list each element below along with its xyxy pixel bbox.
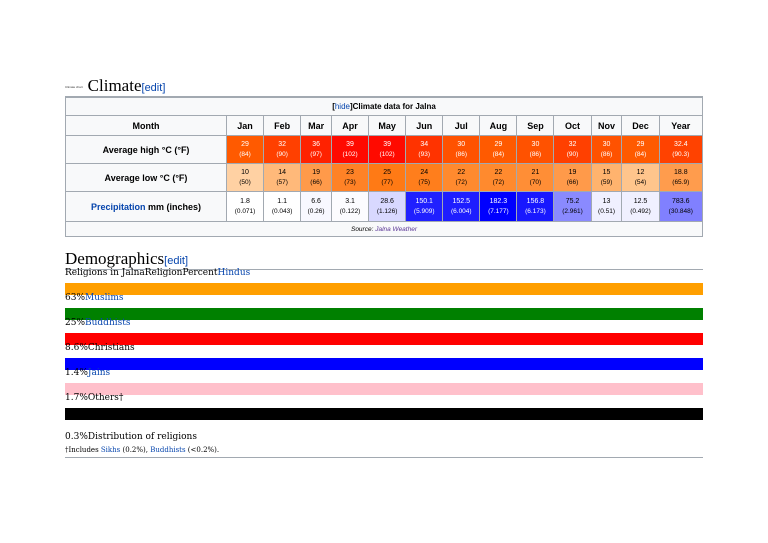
average-low-cell — [332, 164, 369, 192]
average-high-row — [66, 136, 703, 164]
average-high-value: 30 — [602, 141, 611, 148]
average-low-cell — [659, 164, 702, 192]
footnote-prefix: †Includes — [65, 446, 101, 454]
header-row — [66, 116, 703, 136]
average-high-cell — [517, 136, 554, 164]
footnote-buddhists-link[interactable]: Buddhists — [150, 446, 186, 454]
month-header-cell: Oct — [554, 116, 591, 136]
religion-link[interactable]: Buddhists — [85, 318, 131, 328]
religion-line — [65, 393, 123, 403]
average-high-converted: (102) — [379, 151, 395, 158]
table-caption: [hide]Climate data for Jalna — [66, 98, 703, 116]
religion-text: 8.6%Christians — [65, 343, 135, 353]
month-header-cell: Sep — [517, 116, 554, 136]
average-low-value: 19 — [568, 169, 577, 176]
average-low-converted: (57) — [276, 179, 288, 186]
precipitation-cell — [659, 192, 702, 222]
climate-table — [65, 97, 703, 237]
precipitation-value: 783.6 — [672, 198, 690, 205]
average-high-converted: (90) — [276, 151, 288, 158]
average-low-value: 19 — [312, 169, 320, 176]
month-header-cell: Year — [659, 116, 702, 136]
average-low-converted: (70) — [529, 179, 542, 186]
average-high-value: 30 — [531, 141, 540, 148]
average-low-value: 23 — [346, 169, 354, 176]
average-high-converted: (84) — [634, 151, 647, 158]
precipitation-value: 75.2 — [565, 198, 580, 205]
average-high-value: 32 — [278, 141, 287, 148]
religion-line — [65, 368, 110, 378]
precipitation-converted: (0.043) — [271, 208, 293, 215]
average-high-converted: (84) — [239, 151, 251, 158]
religion-bar — [65, 308, 703, 320]
month-header-cell: Nov — [591, 116, 622, 136]
source-prefix: Source: — [350, 225, 376, 233]
religion-bar — [65, 333, 703, 345]
religion-text: Religions in JalnaReligionPercent — [65, 268, 218, 278]
religion-line — [65, 343, 135, 353]
precipitation-cell — [443, 192, 480, 222]
month-header-cell: Jul — [443, 116, 480, 136]
precipitation-converted: (0.492) — [630, 208, 651, 215]
footnote-mid: (0.2%), — [120, 446, 151, 454]
average-low-converted: (72) — [492, 179, 505, 186]
religion-line — [65, 432, 197, 442]
month-header-cell: Feb — [264, 116, 301, 136]
average-high-label: Average high °C (°F) — [66, 136, 227, 164]
month-header-cell: Aug — [480, 116, 517, 136]
table-title: Climate data for Jalna — [352, 102, 436, 111]
average-low-cell — [301, 164, 332, 192]
climate-edit-link[interactable]: edit — [144, 82, 163, 94]
precipitation-value: 1.1 — [277, 198, 287, 205]
average-high-converted: (90.3) — [672, 151, 690, 158]
month-header-cell: Jan — [227, 116, 264, 136]
precipitation-value: 13 — [602, 198, 611, 205]
precipitation-cell — [554, 192, 591, 222]
average-high-value: 34 — [420, 141, 429, 148]
month-header: Month — [66, 116, 227, 136]
religion-line — [65, 293, 124, 303]
religion-line — [65, 318, 130, 328]
average-high-value: 39 — [383, 141, 392, 148]
precipitation-value: 182.3 — [489, 198, 508, 205]
precipitation-converted: (0.071) — [234, 208, 256, 215]
religion-bar — [65, 383, 703, 395]
climate-chart-thumbnail[interactable]: Climate chart — [65, 84, 83, 89]
average-high-converted: (93) — [418, 151, 430, 158]
average-high-converted: (86) — [529, 151, 542, 158]
average-high-value: 32.4 — [673, 141, 688, 148]
precipitation-converted: (6.173) — [525, 208, 546, 215]
average-high-cell — [369, 136, 406, 164]
average-low-cell — [480, 164, 517, 192]
precipitation-cell — [301, 192, 332, 222]
month-header-cell: Apr — [332, 116, 369, 136]
religion-text: 1.7%Others† — [65, 393, 124, 403]
precipitation-cell — [227, 192, 264, 222]
average-low-cell — [622, 164, 659, 192]
average-high-value: 29 — [241, 141, 249, 148]
average-low-value: 22 — [494, 169, 503, 176]
average-low-cell — [227, 164, 264, 192]
precipitation-cell — [517, 192, 554, 222]
average-low-converted: (75) — [418, 179, 430, 186]
average-low-value: 24 — [420, 169, 429, 176]
average-low-cell — [591, 164, 622, 192]
precipitation-value: 12.5 — [633, 198, 648, 205]
average-high-converted: (86) — [455, 151, 468, 158]
average-low-converted: (66) — [310, 179, 322, 186]
religion-footnote — [65, 446, 703, 458]
average-low-cell — [554, 164, 591, 192]
average-low-cell — [369, 164, 406, 192]
precipitation-value: 156.8 — [526, 198, 545, 205]
precipitation-cell — [591, 192, 622, 222]
average-high-cell — [480, 136, 517, 164]
average-high-cell — [443, 136, 480, 164]
average-low-cell — [517, 164, 554, 192]
average-high-cell — [659, 136, 702, 164]
average-high-value: 36 — [312, 141, 320, 148]
precipitation-cell — [406, 192, 443, 222]
average-low-value: 25 — [383, 169, 392, 176]
average-high-value: 32 — [568, 141, 577, 148]
average-low-cell — [264, 164, 301, 192]
average-low-value: 12 — [636, 169, 645, 176]
precipitation-cell — [480, 192, 517, 222]
average-low-converted: (66) — [566, 179, 579, 186]
footnote-suffix: (<0.2%). — [185, 446, 220, 454]
average-low-converted: (50) — [239, 179, 251, 186]
precipitation-cell — [622, 192, 659, 222]
religion-link[interactable]: Jains — [87, 368, 111, 378]
average-high-cell — [554, 136, 591, 164]
average-high-converted: (84) — [492, 151, 505, 158]
average-high-value: 39 — [346, 141, 354, 148]
average-high-cell — [264, 136, 301, 164]
demographics-title: Demographics — [65, 249, 165, 268]
average-high-cell — [227, 136, 264, 164]
climate-title: Climate — [87, 76, 142, 95]
month-header-cell: Dec — [622, 116, 659, 136]
precipitation-converted: (5.909) — [413, 208, 435, 215]
religion-bar — [65, 283, 703, 295]
precipitation-converted: (0.26) — [307, 208, 325, 215]
religion-link[interactable]: Muslims — [85, 293, 124, 303]
average-low-converted: (54) — [634, 179, 647, 186]
climate-heading: Climate chart Climate[edit] — [65, 76, 703, 97]
demographics-edit-link[interactable]: edit — [167, 255, 185, 267]
precipitation-converted: (7.177) — [488, 208, 509, 215]
average-low-converted: (77) — [381, 179, 393, 186]
month-header-cell: Jun — [406, 116, 443, 136]
precipitation-value: 150.1 — [415, 198, 433, 205]
average-low-row — [66, 164, 703, 192]
precipitation-value: 3.1 — [345, 198, 355, 205]
precipitation-converted: (30.848) — [668, 208, 693, 215]
precipitation-converted: (0.51) — [598, 208, 616, 215]
average-low-value: 14 — [278, 169, 287, 176]
precipitation-converted: (1.126) — [376, 208, 398, 215]
average-high-value: 29 — [494, 141, 503, 148]
religion-text: 25% — [65, 318, 86, 328]
average-high-converted: (90) — [566, 151, 579, 158]
religion-bar — [65, 358, 703, 370]
average-low-label: Average low °C (°F) — [66, 164, 227, 192]
average-low-cell — [406, 164, 443, 192]
average-low-cell — [443, 164, 480, 192]
religion-line — [65, 268, 250, 278]
religion-text: 0.3%Distribution of religions — [65, 432, 197, 442]
footnote-sikhs-link[interactable]: Sikhs — [100, 446, 121, 454]
average-low-converted: (59) — [600, 179, 613, 186]
month-header-cell: May — [369, 116, 406, 136]
average-high-cell — [332, 136, 369, 164]
month-header-cell: Mar — [301, 116, 332, 136]
precipitation-value: 6.6 — [311, 198, 321, 205]
average-high-converted: (102) — [342, 151, 358, 158]
precipitation-converted: (2.961) — [562, 208, 583, 215]
precipitation-value: 1.8 — [240, 198, 250, 205]
average-high-value: 29 — [636, 141, 645, 148]
religion-text: 1.4% — [65, 368, 88, 378]
precipitation-converted: (6.004) — [450, 208, 472, 215]
average-high-value: 30 — [457, 141, 466, 148]
average-high-converted: (97) — [310, 151, 322, 158]
precipitation-value: 152.5 — [452, 198, 471, 205]
precipitation-cell — [369, 192, 406, 222]
average-low-converted: (65.9) — [672, 179, 690, 186]
average-high-cell — [591, 136, 622, 164]
precipitation-cell — [332, 192, 369, 222]
precipitation-cell — [264, 192, 301, 222]
precipitation-label — [66, 192, 227, 222]
precipitation-row — [66, 192, 703, 222]
average-low-value: 10 — [241, 169, 249, 176]
precipitation-unit: mm (inches) — [145, 201, 202, 212]
average-high-cell — [301, 136, 332, 164]
precipitation-link[interactable]: Precipitation — [90, 201, 146, 212]
precipitation-value: 28.6 — [380, 198, 394, 205]
average-high-cell — [406, 136, 443, 164]
religion-link[interactable]: Hindus — [217, 268, 251, 278]
precipitation-converted: (0.122) — [339, 208, 361, 215]
average-low-value: 22 — [457, 169, 466, 176]
source-link[interactable]: Jalna Weather — [375, 225, 417, 233]
average-low-value: 21 — [531, 169, 540, 176]
average-low-value: 15 — [602, 169, 611, 176]
demographics-heading: Demographics[edit] — [65, 249, 703, 270]
hide-toggle[interactable]: hide — [334, 102, 350, 111]
average-low-value: 18.8 — [673, 169, 688, 176]
average-high-cell — [622, 136, 659, 164]
religion-bar — [65, 408, 703, 420]
average-low-converted: (72) — [455, 179, 468, 186]
average-low-converted: (73) — [344, 179, 356, 186]
table-source — [66, 222, 703, 237]
average-high-converted: (86) — [600, 151, 613, 158]
religion-text: 63% — [65, 293, 86, 303]
